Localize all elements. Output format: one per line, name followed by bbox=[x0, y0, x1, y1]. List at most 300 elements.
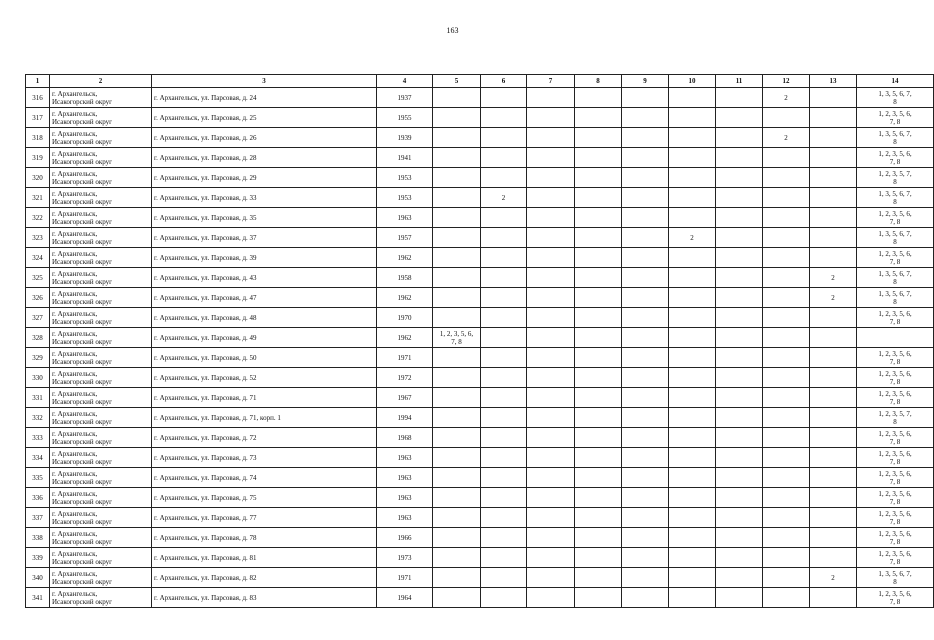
column-13-cell bbox=[810, 188, 857, 208]
column-13-cell: 2 bbox=[810, 288, 857, 308]
column-14-cell bbox=[857, 388, 934, 408]
column-11-cell bbox=[716, 328, 763, 348]
column-12-cell bbox=[763, 548, 810, 568]
address-cell: г. Архангельск, ул. Парсовая, д. 71, корп. 1 bbox=[152, 408, 377, 428]
column-7-cell bbox=[527, 448, 575, 468]
address-cell: г. Архангельск, ул. Парсовая, д. 49 bbox=[152, 328, 377, 348]
column-12-cell bbox=[763, 268, 810, 288]
column-5-cell bbox=[433, 468, 481, 488]
column-11-cell bbox=[716, 228, 763, 248]
column-12-cell bbox=[763, 388, 810, 408]
column-7-cell bbox=[527, 468, 575, 488]
year-cell: 1955 bbox=[377, 108, 433, 128]
location-cell-line: г. Архангельск, bbox=[52, 369, 98, 378]
row-number: 318 bbox=[26, 128, 50, 148]
column-5-cell bbox=[433, 208, 481, 228]
address-cell: г. Архангельск, ул. Парсовая, д. 77 bbox=[152, 508, 377, 528]
address-cell: г. Архангельск, ул. Парсовая, д. 47 bbox=[152, 288, 377, 308]
year-cell: 1963 bbox=[377, 208, 433, 228]
column-12-cell bbox=[763, 288, 810, 308]
location-cell-line: Исакогорский округ bbox=[52, 297, 113, 306]
column-6-cell bbox=[481, 528, 527, 548]
column-10-cell bbox=[669, 388, 716, 408]
column-7-cell bbox=[527, 428, 575, 448]
location-cell-line: г. Архангельск, bbox=[52, 289, 98, 298]
column-11-cell bbox=[716, 88, 763, 108]
column-8-cell bbox=[575, 128, 622, 148]
column-8-cell bbox=[575, 428, 622, 448]
column-14-cell bbox=[857, 528, 934, 548]
column-11-cell bbox=[716, 508, 763, 528]
location-cell-line: г. Архангельск, bbox=[52, 89, 98, 98]
location-cell-line: Исакогорский округ bbox=[52, 497, 113, 506]
location-cell bbox=[50, 428, 152, 448]
address-cell: г. Архангельск, ул. Парсовая, д. 71 bbox=[152, 388, 377, 408]
year-cell: 1962 bbox=[377, 248, 433, 268]
location-cell-line: Исакогорский округ bbox=[52, 577, 113, 586]
column-11-cell bbox=[716, 448, 763, 468]
column-12-cell bbox=[763, 148, 810, 168]
column-7-cell bbox=[527, 328, 575, 348]
column-6-cell bbox=[481, 228, 527, 248]
location-cell bbox=[50, 288, 152, 308]
location-cell-line: Исакогорский округ bbox=[52, 137, 113, 146]
column-5-cell bbox=[433, 568, 481, 588]
column-10-cell bbox=[669, 508, 716, 528]
column-14-cell-line: 1, 2, 3, 5, 6, bbox=[878, 549, 912, 558]
column-5-cell bbox=[433, 248, 481, 268]
year-cell: 1971 bbox=[377, 568, 433, 588]
column-8-cell bbox=[575, 468, 622, 488]
table-row bbox=[26, 528, 934, 548]
row-number: 337 bbox=[26, 508, 50, 528]
column-13-cell bbox=[810, 548, 857, 568]
column-14-cell-line: 1, 3, 5, 6, 7, bbox=[878, 569, 912, 578]
row-number: 338 bbox=[26, 528, 50, 548]
column-14-cell-line: 8 bbox=[893, 417, 897, 426]
table-row bbox=[26, 588, 934, 608]
column-14-cell bbox=[857, 408, 934, 428]
column-14-cell-line: 7, 8 bbox=[889, 597, 901, 606]
column-11-cell bbox=[716, 548, 763, 568]
column-11-cell bbox=[716, 168, 763, 188]
column-12-cell bbox=[763, 248, 810, 268]
column-8-cell bbox=[575, 168, 622, 188]
row-number: 316 bbox=[26, 88, 50, 108]
year-cell: 1958 bbox=[377, 268, 433, 288]
column-10-cell bbox=[669, 88, 716, 108]
location-cell bbox=[50, 508, 152, 528]
column-6-cell bbox=[481, 428, 527, 448]
column-9-cell bbox=[622, 228, 669, 248]
table-row bbox=[26, 188, 934, 208]
table-row bbox=[26, 368, 934, 388]
location-cell bbox=[50, 588, 152, 608]
location-cell bbox=[50, 548, 152, 568]
table-row bbox=[26, 448, 934, 468]
year-cell: 1964 bbox=[377, 588, 433, 608]
column-8-cell bbox=[575, 368, 622, 388]
year-cell: 1953 bbox=[377, 188, 433, 208]
column-6-cell bbox=[481, 588, 527, 608]
column-14-cell bbox=[857, 288, 934, 308]
column-7-cell bbox=[527, 268, 575, 288]
column-9-cell bbox=[622, 148, 669, 168]
year-cell: 1968 bbox=[377, 428, 433, 448]
column-13-cell: 2 bbox=[810, 568, 857, 588]
column-header: 12 bbox=[763, 75, 810, 88]
location-cell-line: Исакогорский округ bbox=[52, 157, 113, 166]
location-cell bbox=[50, 108, 152, 128]
column-5-cell bbox=[433, 428, 481, 448]
column-14-cell-line: 1, 2, 3, 5, 6, bbox=[878, 589, 912, 598]
column-header: 9 bbox=[622, 75, 669, 88]
column-10-cell bbox=[669, 248, 716, 268]
table-body bbox=[26, 88, 934, 608]
column-6-cell bbox=[481, 208, 527, 228]
location-cell-line: Исакогорский округ bbox=[52, 377, 113, 386]
column-13-cell bbox=[810, 508, 857, 528]
column-14-cell bbox=[857, 208, 934, 228]
column-12-cell bbox=[763, 228, 810, 248]
column-5-cell bbox=[433, 268, 481, 288]
column-14-cell-line: 1, 2, 3, 5, 6, bbox=[878, 509, 912, 518]
column-13-cell bbox=[810, 408, 857, 428]
column-8-cell bbox=[575, 448, 622, 468]
column-6-cell bbox=[481, 548, 527, 568]
location-cell bbox=[50, 88, 152, 108]
location-cell bbox=[50, 488, 152, 508]
address-cell: г. Архангельск, ул. Парсовая, д. 48 bbox=[152, 308, 377, 328]
column-5-cell bbox=[433, 188, 481, 208]
address-cell: г. Архангельск, ул. Парсовая, д. 50 bbox=[152, 348, 377, 368]
column-14-cell-line: 1, 2, 3, 5, 6, bbox=[878, 209, 912, 218]
column-14-cell-line: 7, 8 bbox=[889, 457, 901, 466]
column-5-cell bbox=[433, 308, 481, 328]
column-6-cell bbox=[481, 568, 527, 588]
column-14-cell bbox=[857, 348, 934, 368]
location-cell bbox=[50, 208, 152, 228]
column-14-cell-line: 1, 3, 5, 6, 7, bbox=[878, 189, 912, 198]
column-7-cell bbox=[527, 288, 575, 308]
address-cell: г. Архангельск, ул. Парсовая, д. 78 bbox=[152, 528, 377, 548]
address-cell: г. Архангельск, ул. Парсовая, д. 39 bbox=[152, 248, 377, 268]
column-14-cell-line: 8 bbox=[893, 297, 897, 306]
column-13-cell bbox=[810, 588, 857, 608]
column-11-cell bbox=[716, 188, 763, 208]
column-14-cell-line: 8 bbox=[893, 177, 897, 186]
column-header: 6 bbox=[481, 75, 527, 88]
column-header: 10 bbox=[669, 75, 716, 88]
table-row bbox=[26, 348, 934, 368]
column-8-cell bbox=[575, 568, 622, 588]
column-14-cell-line: 1, 2, 3, 5, 6, bbox=[878, 249, 912, 258]
column-13-cell bbox=[810, 488, 857, 508]
column-11-cell bbox=[716, 368, 763, 388]
location-cell-line: г. Архангельск, bbox=[52, 149, 98, 158]
column-13-cell bbox=[810, 528, 857, 548]
row-number: 325 bbox=[26, 268, 50, 288]
column-14-cell-line: 1, 2, 3, 5, 6, bbox=[878, 389, 912, 398]
column-14-cell bbox=[857, 148, 934, 168]
column-14-cell-line: 1, 2, 3, 5, 6, bbox=[878, 489, 912, 498]
column-header: 5 bbox=[433, 75, 481, 88]
location-cell-line: г. Архангельск, bbox=[52, 589, 98, 598]
column-8-cell bbox=[575, 148, 622, 168]
column-14-cell bbox=[857, 488, 934, 508]
column-11-cell bbox=[716, 288, 763, 308]
column-14-cell-line: 8 bbox=[893, 237, 897, 246]
column-6-cell bbox=[481, 148, 527, 168]
column-11-cell bbox=[716, 588, 763, 608]
row-number: 332 bbox=[26, 408, 50, 428]
column-6-cell bbox=[481, 448, 527, 468]
column-14-cell bbox=[857, 588, 934, 608]
column-11-cell bbox=[716, 468, 763, 488]
location-cell-line: г. Архангельск, bbox=[52, 529, 98, 538]
column-9-cell bbox=[622, 488, 669, 508]
column-6-cell bbox=[481, 248, 527, 268]
column-9-cell bbox=[622, 288, 669, 308]
column-14-cell bbox=[857, 128, 934, 148]
table-row bbox=[26, 88, 934, 108]
column-12-cell bbox=[763, 488, 810, 508]
location-cell-line: Исакогорский округ bbox=[52, 257, 113, 266]
column-13-cell bbox=[810, 108, 857, 128]
column-6-cell bbox=[481, 308, 527, 328]
column-12-cell bbox=[763, 468, 810, 488]
column-6-cell bbox=[481, 268, 527, 288]
column-6-cell bbox=[481, 108, 527, 128]
column-14-cell-line: 1, 2, 3, 5, 6, bbox=[878, 529, 912, 538]
column-12-cell bbox=[763, 328, 810, 348]
column-14-cell-line: 7, 8 bbox=[889, 257, 901, 266]
column-6-cell: 2 bbox=[481, 188, 527, 208]
column-6-cell bbox=[481, 288, 527, 308]
location-cell-line: Исакогорский округ bbox=[52, 437, 113, 446]
column-14-cell-line: 8 bbox=[893, 97, 897, 106]
column-10-cell bbox=[669, 188, 716, 208]
column-14-cell-line: 1, 3, 5, 6, 7, bbox=[878, 229, 912, 238]
table-row bbox=[26, 388, 934, 408]
column-13-cell bbox=[810, 128, 857, 148]
row-number: 341 bbox=[26, 588, 50, 608]
column-10-cell bbox=[669, 108, 716, 128]
location-cell-line: Исакогорский округ bbox=[52, 477, 113, 486]
column-9-cell bbox=[622, 408, 669, 428]
column-14-cell bbox=[857, 368, 934, 388]
row-number: 328 bbox=[26, 328, 50, 348]
column-12-cell bbox=[763, 188, 810, 208]
column-14-cell-line: 7, 8 bbox=[889, 437, 901, 446]
column-header: 2 bbox=[50, 75, 152, 88]
column-13-cell bbox=[810, 248, 857, 268]
column-6-cell bbox=[481, 348, 527, 368]
column-10-cell bbox=[669, 128, 716, 148]
column-9-cell bbox=[622, 468, 669, 488]
row-number: 319 bbox=[26, 148, 50, 168]
column-8-cell bbox=[575, 288, 622, 308]
column-14-cell-line: 1, 2, 3, 5, 6, bbox=[878, 449, 912, 458]
column-8-cell bbox=[575, 528, 622, 548]
column-12-cell bbox=[763, 508, 810, 528]
location-cell-line: г. Архангельск, bbox=[52, 109, 98, 118]
column-9-cell bbox=[622, 128, 669, 148]
location-cell bbox=[50, 408, 152, 428]
column-14-cell bbox=[857, 168, 934, 188]
column-7-cell bbox=[527, 548, 575, 568]
column-14-cell-line: 7, 8 bbox=[889, 477, 901, 486]
location-cell-line: г. Архангельск, bbox=[52, 429, 98, 438]
address-cell: г. Архангельск, ул. Парсовая, д. 83 bbox=[152, 588, 377, 608]
column-9-cell bbox=[622, 548, 669, 568]
year-cell: 1971 bbox=[377, 348, 433, 368]
address-cell: г. Архангельск, ул. Парсовая, д. 37 bbox=[152, 228, 377, 248]
column-11-cell bbox=[716, 408, 763, 428]
location-cell-line: г. Архангельск, bbox=[52, 269, 98, 278]
column-13-cell bbox=[810, 228, 857, 248]
column-12-cell bbox=[763, 368, 810, 388]
column-11-cell bbox=[716, 248, 763, 268]
location-cell bbox=[50, 388, 152, 408]
column-9-cell bbox=[622, 528, 669, 548]
column-13-cell bbox=[810, 88, 857, 108]
table-row bbox=[26, 148, 934, 168]
location-cell bbox=[50, 148, 152, 168]
column-12-cell bbox=[763, 588, 810, 608]
column-5-cell bbox=[433, 168, 481, 188]
location-cell-line: Исакогорский округ bbox=[52, 557, 113, 566]
column-14-cell bbox=[857, 88, 934, 108]
column-8-cell bbox=[575, 488, 622, 508]
column-header: 7 bbox=[527, 75, 575, 88]
column-14-cell-line: 1, 2, 3, 5, 6, bbox=[878, 149, 912, 158]
column-10-cell bbox=[669, 448, 716, 468]
year-cell: 1967 bbox=[377, 388, 433, 408]
location-cell bbox=[50, 448, 152, 468]
column-10-cell bbox=[669, 548, 716, 568]
column-13-cell bbox=[810, 328, 857, 348]
column-7-cell bbox=[527, 528, 575, 548]
column-8-cell bbox=[575, 548, 622, 568]
column-14-cell-line: 1, 2, 3, 5, 6, bbox=[878, 309, 912, 318]
column-header: 1 bbox=[26, 75, 50, 88]
table-row bbox=[26, 548, 934, 568]
address-cell: г. Архангельск, ул. Парсовая, д. 43 bbox=[152, 268, 377, 288]
column-7-cell bbox=[527, 508, 575, 528]
year-cell: 1970 bbox=[377, 308, 433, 328]
column-14-cell-line: 1, 3, 5, 6, 7, bbox=[878, 89, 912, 98]
column-9-cell bbox=[622, 108, 669, 128]
year-cell: 1937 bbox=[377, 88, 433, 108]
column-14-cell-line: 7, 8 bbox=[889, 377, 901, 386]
column-8-cell bbox=[575, 388, 622, 408]
location-cell bbox=[50, 168, 152, 188]
column-11-cell bbox=[716, 208, 763, 228]
table-row bbox=[26, 268, 934, 288]
column-5-cell bbox=[433, 88, 481, 108]
column-7-cell bbox=[527, 248, 575, 268]
location-cell-line: г. Архангельск, bbox=[52, 229, 98, 238]
column-5-cell bbox=[433, 548, 481, 568]
year-cell: 1962 bbox=[377, 288, 433, 308]
year-cell: 1939 bbox=[377, 128, 433, 148]
location-cell-line: Исакогорский округ bbox=[52, 417, 113, 426]
column-5-cell bbox=[433, 148, 481, 168]
location-cell-line: Исакогорский округ bbox=[52, 337, 113, 346]
column-11-cell bbox=[716, 428, 763, 448]
column-7-cell bbox=[527, 368, 575, 388]
location-cell-line: Исакогорский округ bbox=[52, 277, 113, 286]
location-cell bbox=[50, 468, 152, 488]
column-14-cell bbox=[857, 328, 934, 348]
row-number: 321 bbox=[26, 188, 50, 208]
table-row bbox=[26, 248, 934, 268]
column-5-cell bbox=[433, 228, 481, 248]
row-number: 333 bbox=[26, 428, 50, 448]
year-cell: 1963 bbox=[377, 448, 433, 468]
location-cell-line: Исакогорский округ bbox=[52, 397, 113, 406]
column-8-cell bbox=[575, 328, 622, 348]
column-14-cell bbox=[857, 448, 934, 468]
address-cell: г. Архангельск, ул. Парсовая, д. 73 bbox=[152, 448, 377, 468]
location-cell-line: Исакогорский округ bbox=[52, 217, 113, 226]
address-cell: г. Архангельск, ул. Парсовая, д. 26 bbox=[152, 128, 377, 148]
table-row bbox=[26, 468, 934, 488]
year-cell: 1973 bbox=[377, 548, 433, 568]
column-9-cell bbox=[622, 348, 669, 368]
table-row bbox=[26, 208, 934, 228]
column-14-cell-line: 1, 2, 3, 5, 6, bbox=[878, 369, 912, 378]
column-12-cell bbox=[763, 208, 810, 228]
location-cell-line: г. Архангельск, bbox=[52, 249, 98, 258]
address-cell: г. Архангельск, ул. Парсовая, д. 28 bbox=[152, 148, 377, 168]
column-14-cell bbox=[857, 508, 934, 528]
column-11-cell bbox=[716, 108, 763, 128]
location-cell bbox=[50, 188, 152, 208]
column-header: 13 bbox=[810, 75, 857, 88]
row-number: 324 bbox=[26, 248, 50, 268]
column-14-cell-line: 8 bbox=[893, 577, 897, 586]
column-5-cell bbox=[433, 488, 481, 508]
column-10-cell bbox=[669, 528, 716, 548]
location-cell-line: г. Архангельск, bbox=[52, 469, 98, 478]
table-row bbox=[26, 428, 934, 448]
location-cell-line: г. Архангельск, bbox=[52, 569, 98, 578]
column-5-cell bbox=[433, 108, 481, 128]
column-8-cell bbox=[575, 228, 622, 248]
column-13-cell bbox=[810, 168, 857, 188]
column-14-cell-line: 8 bbox=[893, 137, 897, 146]
column-9-cell bbox=[622, 428, 669, 448]
column-5-cell bbox=[433, 528, 481, 548]
address-cell: г. Архангельск, ул. Парсовая, д. 74 bbox=[152, 468, 377, 488]
column-9-cell bbox=[622, 588, 669, 608]
year-cell: 1963 bbox=[377, 488, 433, 508]
location-cell-line: Исакогорский округ bbox=[52, 597, 113, 606]
column-10-cell bbox=[669, 328, 716, 348]
column-8-cell bbox=[575, 268, 622, 288]
column-14-cell-line: 7, 8 bbox=[889, 157, 901, 166]
column-5-cell bbox=[433, 388, 481, 408]
column-10-cell bbox=[669, 428, 716, 448]
row-number: 320 bbox=[26, 168, 50, 188]
column-14-cell bbox=[857, 548, 934, 568]
column-14-cell-line: 1, 2, 3, 5, 7, bbox=[878, 169, 912, 178]
address-cell: г. Архангельск, ул. Парсовая, д. 72 bbox=[152, 428, 377, 448]
column-14-cell bbox=[857, 308, 934, 328]
column-10-cell bbox=[669, 408, 716, 428]
